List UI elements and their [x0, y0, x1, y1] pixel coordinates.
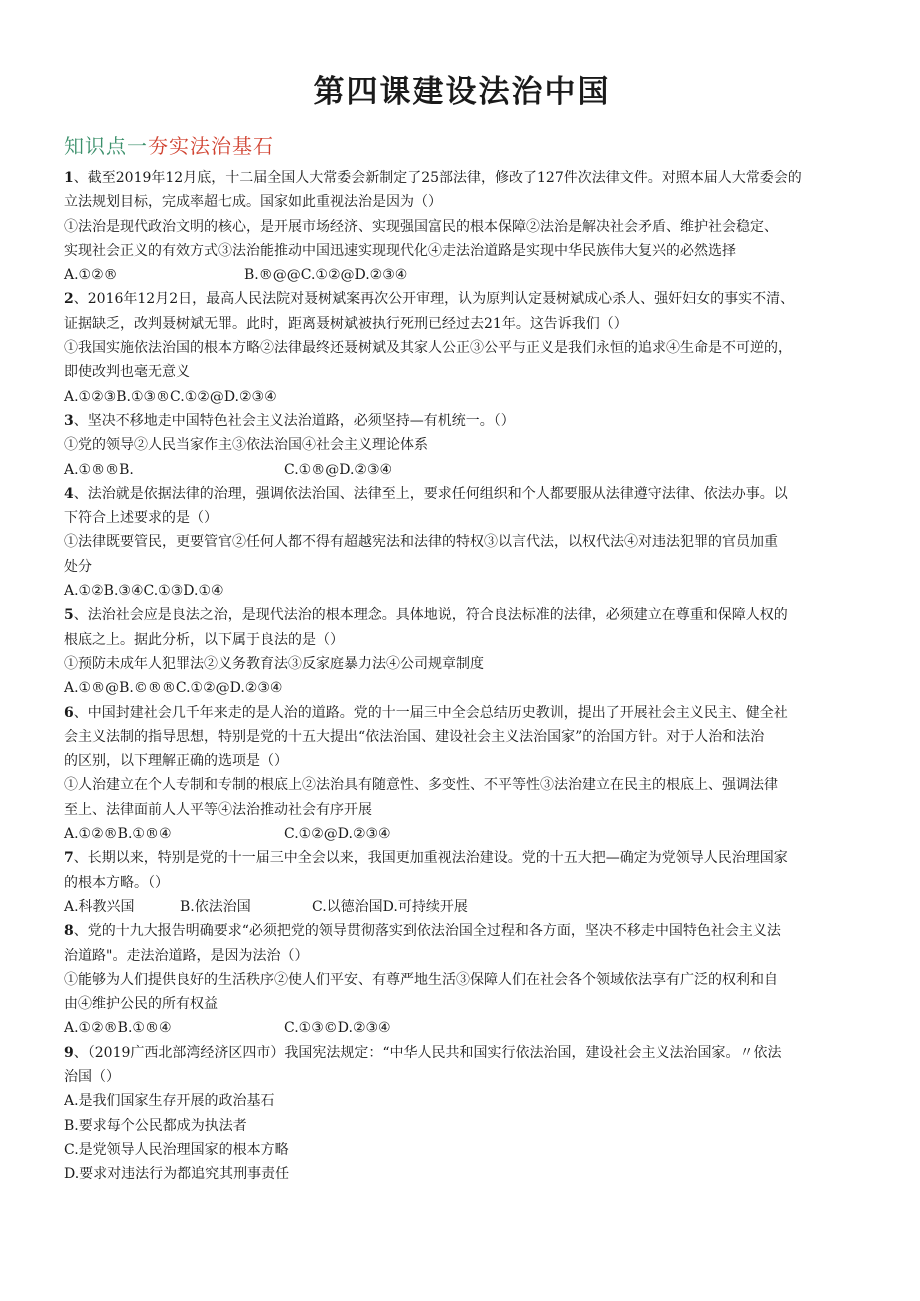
question-stem-line [64, 1065, 860, 1089]
question-3 [64, 409, 860, 482]
question-stem-text: 立法规划目标，完成率超七成。国家如此重视法治是因为（） [64, 194, 442, 211]
question-stem-line [64, 919, 860, 943]
question-number: 3 [64, 412, 74, 429]
q9-choice: A.是我们国家生存开展的政治基石 [64, 1093, 275, 1110]
statement-options-line: ①法治是现代政治文明的核心，是开展市场经济、实现强国富民的根本保障②法治是解决社会矛盾、维护社会稳定、 [64, 218, 778, 235]
statement-options-line: ①人治建立在个人专制和专制的根底上②法治具有随意性、多变性、不平等性③法治建立在民主的根底上、强调法律 [64, 777, 778, 794]
answer-choice: B.®@@C.①②@D.②③④ [244, 267, 408, 284]
question-8 [64, 919, 860, 1040]
question-stem-text: 、（2019广西北部湾经济区四市）我国宪法规定：“中华人民共和国实行依法治国，建设社会主义法治国家。〃依法 [73, 1044, 782, 1061]
question-1 [64, 166, 860, 287]
question-stem-line [64, 603, 860, 627]
question-stem-text: 、截至2019年12月底，十二届全国人大常委会新制定了25部法律，修改了127件次法律文件。对照本届人大常委会的 [73, 170, 802, 186]
question-stem-line [64, 312, 860, 336]
statement-options-line: 实现社会正义的有效方式③法治能推动中国迅速实现现代化④走法治道路是实现中华民族伟大复兴的必然选择 [64, 242, 736, 259]
answer-choice: A.①②®B.①®④ [64, 1020, 172, 1037]
question-2 [64, 287, 860, 408]
question-number: 6 [64, 704, 74, 721]
question-stem-text: 、长期以来，特别是党的十一届三中全会以来，我国更加重视法治建设。党的十五大把—确定为党领导人民治理国家 [73, 850, 788, 867]
statement-options-line: ①预防未成年人犯罪法②义务教育法③反家庭暴力法④公司规章制度 [64, 655, 484, 672]
question-stem-text: 的根本方略。（） [64, 874, 169, 891]
question-stem-line [64, 166, 860, 190]
question-number: 1 [64, 170, 74, 186]
answer-choices [64, 895, 860, 919]
answer-choice: A.①®@B.©®®C.①②@D.②③④ [64, 680, 283, 697]
answer-choice: C.①②@D.②③④ [284, 826, 391, 843]
question-stem-text: 治国（） [64, 1068, 120, 1085]
question-5 [64, 603, 860, 700]
answer-choices [64, 458, 860, 482]
answer-choice: A.①②③B.①③®C.①②@D.②③④ [64, 388, 277, 405]
question-stem-text: 下符合上述要求的是（） [64, 510, 218, 527]
question-stem-line [64, 846, 860, 870]
q9-choice: C.是党领导人民治理国家的根本方略 [64, 1141, 289, 1158]
answer-choices [64, 263, 860, 287]
question-stem-line [64, 409, 860, 433]
answer-choice: A.①②®B.①®④ [64, 826, 172, 843]
question-stem-text: 、法治社会应是良法之治，是现代法治的根本理念。具体地说，符合良法标准的法律，必须建立在尊重和保障人权的 [73, 607, 788, 624]
question-7 [64, 846, 860, 919]
answer-choices [64, 822, 860, 846]
question-stem-line [64, 1041, 860, 1065]
document-title: 第四课建设法治中国 [313, 74, 611, 110]
question-stem-line [64, 482, 860, 506]
statement-options-line: ①能够为人们提供良好的生活秩序②使人们平安、有尊严地生活③保障人们在社会各个领域依法享有广泛的权利和自 [64, 971, 778, 988]
question-stem-text: 根底之上。据此分析，以下属于良法的是（） [64, 631, 344, 648]
answer-choices [64, 1016, 860, 1040]
answer-choice: A.①②® [64, 267, 118, 284]
question-stem-text: 治道路"。走法治道路，是因为法治（） [64, 947, 309, 964]
question-stem-line [64, 944, 860, 968]
answer-choice: B.依法治国 [180, 898, 251, 915]
question-number: 9 [64, 1044, 74, 1061]
question-stem-line [64, 749, 860, 773]
question-number: 4 [64, 485, 74, 502]
section-heading-part2: 夯实法治基石 [148, 134, 274, 158]
answer-choice: A.①®®B. [64, 461, 134, 478]
answer-choices [64, 385, 860, 409]
question-4 [64, 482, 860, 603]
answer-choice: A.科教兴国 [64, 898, 135, 915]
answer-choice: C.①®@D.②③④ [284, 461, 393, 478]
statement-options-line: 即使改判也毫无意义 [64, 364, 190, 381]
answer-choice: C.①③©D.②③④ [284, 1020, 391, 1037]
question-stem-text: 的区别，以下理解正确的选项是（） [64, 753, 288, 770]
question-stem-text: 会主义法制的指导思想，特别是党的十五大提出“依法治国、建设社会主义法治国家”的治国方针。对于人治和法治 [64, 728, 765, 745]
answer-choice: A.①②B.③④C.①③D.①④ [64, 583, 224, 600]
statement-options-line: ①我国实施依法治国的根本方略②法律最终还聂树斌及其家人公正③公平与正义是我们永恒的追求④生命是不可逆的， [64, 340, 792, 357]
question-stem-text: 、中国封建社会几千年来走的是人治的道路。党的十一届三中全会总结历史教训，提出了开展社会主义民主、健全社 [73, 704, 788, 721]
question-stem-text: 、2016年12月2日，最高人民法院对聂树斌案再次公开审理，认为原判认定聂树斌成心杀人、强奸妇女的事实不清、 [73, 291, 795, 308]
question-number: 2 [64, 291, 74, 308]
question-list [64, 166, 860, 1186]
statement-options-line: 至上、法律面前人人平等④法治推动社会有序开展 [64, 801, 372, 818]
question-stem-text: 、法治就是依据法律的治理，强调依法治国、法律至上，要求任何组织和个人都要服从法律遵守法律、依法办事。以 [73, 485, 788, 502]
question-stem-line [64, 701, 860, 725]
q9-choice: D.要求对违法行为都追究其刑事责任 [64, 1166, 290, 1183]
answer-choices [64, 676, 860, 700]
question-stem-line [64, 725, 860, 749]
question-stem-line [64, 506, 860, 530]
q9-choice: B.要求每个公民都成为执法者 [64, 1117, 247, 1134]
answer-choices [64, 579, 860, 603]
question-stem-line [64, 287, 860, 311]
question-stem-line [64, 628, 860, 652]
answer-choice: C.以德治国D.可持续开展 [312, 898, 468, 915]
question-6 [64, 701, 860, 847]
section-heading-part1: 知识点一 [64, 134, 148, 158]
question-number: 7 [64, 850, 74, 867]
question-number: 5 [64, 607, 74, 624]
question-stem-text: 、党的十九大报告明确要求“必须把党的领导贯彻落实到依法治国全过程和各方面，坚决不移走中国特色社会主义法 [73, 923, 781, 940]
statement-options-line: 由④维护公民的所有权益 [64, 996, 218, 1013]
statement-options-line: ①党的领导②人民当家作主③依法治国④社会主义理论体系 [64, 437, 428, 454]
question-stem-text: 、坚决不移地走中国特色社会主义法治道路，必须坚持—有机统一。（） [73, 412, 515, 429]
section-heading [64, 132, 860, 160]
question-stem-line [64, 190, 860, 214]
question-9 [64, 1041, 860, 1090]
statement-options-line: ①法律既要管民，更要管官②任何人都不得有超越宪法和法律的特权③以言代法，以权代法④对违法犯罪的官员加重 [64, 534, 778, 551]
question-stem-line [64, 871, 860, 895]
statement-options-line: 处分 [64, 558, 92, 575]
question-stem-text: 证据缺乏，改判聂树斌无罪。此时，距离聂树斌被执行死刑已经过去21年。这告诉我们（） [64, 315, 628, 332]
question-number: 8 [64, 923, 74, 940]
